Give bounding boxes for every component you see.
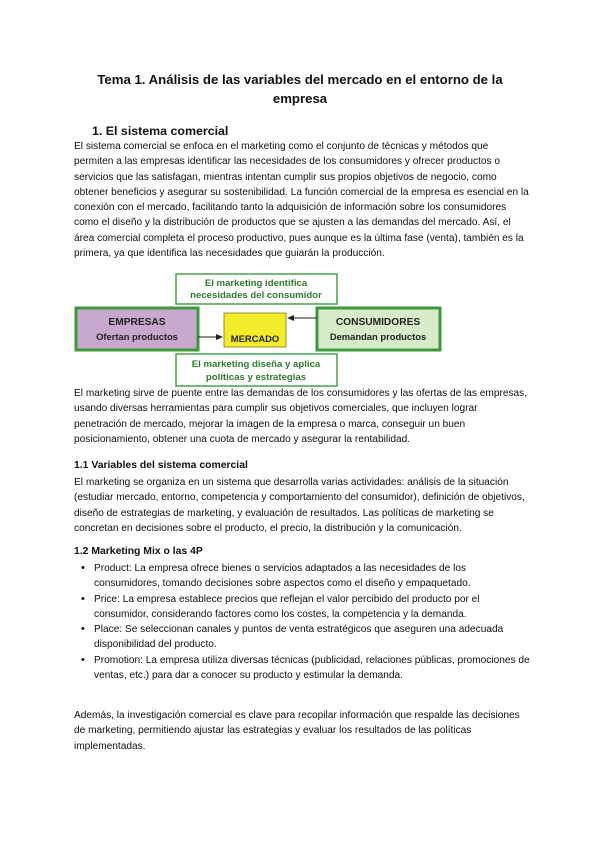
marketing-diagram — [74, 273, 444, 389]
list-item-price: • Price: La empresa establece precios que reflejan el valor percibido del producto por el consumidor, considerando factores como los costes, la competencia y la demanda. — [74, 592, 530, 623]
arrow-head-left — [287, 315, 294, 321]
section-heading-variables: 1.1 Variables del sistema comercial — [74, 460, 248, 471]
section-heading-sistema-comercial: 1. El sistema comercial — [92, 124, 229, 138]
list-item-promotion: • Promotion: La empresa utiliza diversas técnicas (publicidad, relaciones públicas, promociones de ventas, etc.) para dar a conocer su producto y estimular la demanda. — [74, 653, 530, 684]
diagram-bottom-line1: El marketing diseña y aplica — [191, 359, 321, 370]
document-title: Tema 1. Análisis de las variables del mercado en el entorno de la empresa — [97, 72, 503, 106]
diagram-empresas-line2: Ofertan productos — [96, 331, 178, 342]
section-heading-marketing-mix: 1.2 Marketing Mix o las 4P — [74, 546, 203, 557]
list-item-place: • Place: Se seleccionan canales y puntos de venta estratégicos que aseguren una adecuada disponibilidad del producto. — [74, 622, 530, 653]
diagram-top-line1: El marketing identifica — [204, 278, 308, 289]
list-item-product: • Product: La empresa ofrece bienes o servicios adaptados a las necesidades de los consumidores, tomando decisiones sobre aspectos como el diseño y empaquetado. — [74, 561, 530, 592]
diagram-consumidores-line1: CONSUMIDORES — [335, 317, 421, 328]
diagram-mercado-label: MERCADO — [230, 333, 280, 344]
diagram-empresas-box — [76, 308, 198, 350]
paragraph-marketing-puente: El marketing sirve de puente entre las demandas de los consumidores y las ofertas de las empresas, usando diversas herramientas para cumplir sus objetivos comerciales, que incluyen lograr penetración de mercado, mejorar la imagen de la empresa o marca, conseguir un buen posicionamiento, obtener una cuota de mercado y asegurar la rentabilidad. — [74, 388, 528, 445]
diagram-top-line2: necesidades del consumidor — [190, 290, 322, 301]
paragraph-sistema-comercial: El sistema comercial se enfoca en el marketing como el conjunto de técnicas y métodos que permiten a las empresas identificar las necesidades de los consumidores y ofrecer productos o servicios que las satisfagan, mientras intentan cumplir sus propios objetivos de negocio, como obtener beneficios y asegurar su sostenibilidad. La función comercial de la empresa es esencial en la conexión con el mercado, facilitando tanto la adquisición de información sobre los consumidores como el diseño y la distribución de productos que se ajusten a las demandas del mercado. Así, el área comercial completa el proceso productivo, pues aunque es la última fase (venta), también es la primera, ya que identifica las necesidades que guiarán la producción. — [74, 141, 529, 260]
diagram-empresas-line1: EMPRESAS — [108, 317, 166, 328]
paragraph-investigacion: Además, la investigación comercial es clave para recopilar información que respalde las decisiones de marketing, permitiendo ajustar las estrategias y evaluar los resultados de las políticas implementadas. — [74, 710, 520, 752]
diagram-bottom-line2: políticas y estrategias — [205, 372, 307, 383]
diagram-consumidores-box — [317, 308, 440, 350]
arrow-head-right — [216, 334, 223, 340]
paragraph-variables: El marketing se organiza en un sistema que desarrolla varias actividades: análisis de la situación (estudiar mercado, entorno, competencia y comportamiento del consumidor), definición de objetivos, diseño de estrategias de marketing, y evaluación de resultados. Las políticas de marketing se concretan en decisiones sobre el producto, el precio, la distribución y la comunicación. — [74, 477, 525, 534]
diagram-consumidores-line2: Demandan productos — [329, 331, 427, 342]
marketing-mix-list — [74, 561, 530, 683]
